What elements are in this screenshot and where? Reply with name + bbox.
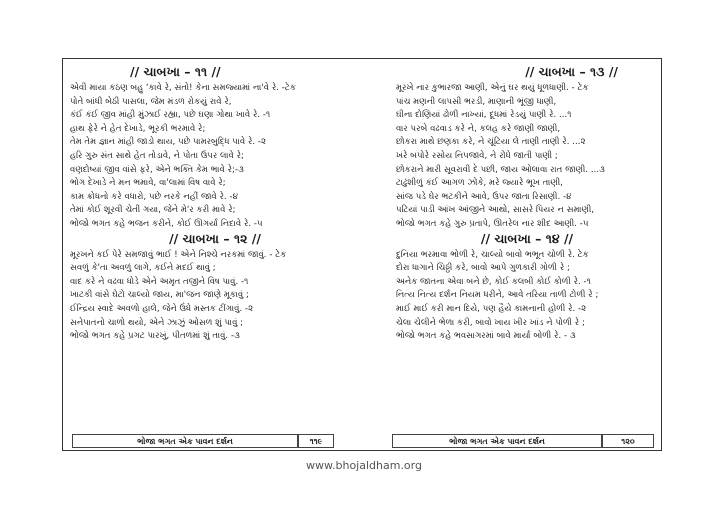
poem-line: ભોજો ભગત કહે ભજન કરીને, કોઈ ઊગર્યા નિદાવે રે. -૫	[70, 217, 263, 228]
poem-line: તેમાં કોઈ શૂરવી ચેતી ગયા, જેને મે'ર કરી માવે રે;	[70, 204, 236, 215]
poem-line: કંઈ કંઈ જીવ માંહી મુંઝાઈ રહ્યા, પછે ઘણા ગોથા ખાવે રે. -૧	[70, 109, 271, 120]
poem-line: ઘીના દોણિયાં ઢોળી નાખ્યાં, દૂધમાં રેડયું પાણી રે. ...૧	[396, 109, 572, 120]
poem-line: દુનિયા ભરમાવા ભોળી રે, ચાલ્યો બાવો ભભૂત ચોળી રે. ટેક	[396, 248, 589, 259]
poem-line: ખરે બપોરે રસોય નિપજાવે, ને રોંધે જાતી પાણી ;	[396, 149, 558, 160]
heading-chabkha-13: // ચાબખા – ૧૩ //	[525, 64, 618, 79]
poem-line: મૂરખને કઈ પેરે સમજાવું ભાઈ ! એને નિશ્ચે નરકમાં જાવું. - ટેક	[70, 248, 287, 259]
right-page-number: ૧૨૦	[602, 434, 654, 448]
poem-line: ટાઢુંશીળું કંઈ આગળ ઝોંકે, મરે જ્યારે ભૂખ તાણી,	[396, 177, 563, 188]
heading-chabkha-12: // ચાબખા – ૧૨ //	[169, 230, 261, 246]
poem-line: સાંજ પડે ઘેર ભટકીને આવે, ઉપર જાતા રિસાણી. -૪	[396, 190, 572, 201]
poem-line: ભોજો ભગત કહે ભવસાગરમાં બાવે માર્યા બોળી રે. - ૩	[396, 330, 576, 341]
poem-line: ભોજો ભગત કહે ગુરુ પ્રતાપે, ઊતરેલ નાર શીદ આણી. -૫	[396, 217, 589, 228]
poem-line: ચેલા ચેલીને ભેળા કરી, બાવો ખાય ખીર ખાંડ ને પોળી રે ;	[396, 316, 585, 327]
right-column	[396, 64, 658, 343]
heading-chabkha-14: // ચાબખા – ૧૪ //	[480, 230, 574, 246]
poem-line: વાદ કરે ને વઢવા ધોડે એને અમૃત તજીને વિષ પાવું. -૧	[70, 275, 249, 286]
poem-line: પાંચ મણની લાપસી ભરડી, માણાની ભૂંજી ધાણી,	[396, 95, 557, 106]
poem-line: અનેક જાતના એવા બને છે, કોઈ કલબી કોઈ કોળી રે. -૧	[396, 275, 591, 286]
poem-chabkha-12	[70, 248, 360, 343]
poem-line: મૂરખે નાર કુભારજા આણી, એનું ઘર થયું ધૂળધાણી. - ટેક	[396, 82, 589, 92]
website-url[interactable]: www.bhojaldham.org	[306, 459, 422, 472]
poem-line: સનેપાતનો ચાળો થયો, એને ઝાઝું ઓસળ શું પાવું ;	[70, 316, 244, 327]
heading-chabkha-11: // ચાબખા – ૧૧ //	[130, 64, 221, 79]
left-page-number: ૧૧૯	[298, 434, 334, 448]
poem-line: વાર પરબે વઢવાડ કરે ને, કલહ કરે જાણી જાણી,	[396, 122, 561, 133]
poem-line: ભોગ દેખાડે ને મન ભમાવે, વા'લામાં વિષ વાવે રે;	[70, 177, 226, 188]
poem-line: એવી માયા કઠણ બહુ 'કાવે રે, સંતો! કેના સમજ્યામાં ના'વે રે. -ટેક	[70, 82, 296, 92]
poem-line: કામ ક્રોધનો કરે વધારો, પછે નરકે નહીં જાવે રે. -૪	[70, 190, 238, 201]
poem-chabkha-11	[70, 81, 360, 231]
poem-line: નિત્ય નિત્ય દર્શન નિયમ ધરીને, આવે તરિયા તાળી ટોળી રે ;	[396, 289, 599, 300]
poem-line: છોકરાને મારી સૂવરાવી દે પછી, જાય ઓલાવા રાત જાણી. ...૩	[396, 163, 605, 174]
poem-chabkha-14	[396, 248, 658, 343]
poem-line: ભોજો ભગત કહે પ્રગટ પારખું, પીતળમાં શું તાવું. -૩	[70, 330, 240, 341]
poem-line: પટિયાં પાડી આંખ આંજીને આથો, સાસરે પિયર ન સમાણી,	[396, 204, 595, 215]
poem-line: ખાટકી વાંસે ઘેટો ચાલ્યો જાય, મા'જન જાણે મૂકાવું ;	[70, 289, 249, 300]
poem-line: હાથ ફેરે ને હેત દેખાડે, ભૂરકી ભરમાવે રે;	[70, 122, 206, 133]
poem-line: માઈ માઈ કરી માન દિયે, પણ હૈયે કામનાની હોળી રે. -૨	[396, 302, 587, 313]
poem-line: છોકરા માથે છણકા કરે, ને ચૂંટિયા લે તાણી તાણી રે. ...૨	[396, 136, 586, 147]
poem-line: પોતે બાંધી બેઠી પાસલા, જેમ મંડળ રોકયું રાવે રે,	[70, 95, 232, 106]
poem-line: તેમ તેમ જ્ઞાન માંહી જાડો થાય, પછે પામરબુદ્ધિ પાવે રે. -૨	[70, 136, 267, 147]
poem-line: વણદોષ્યાં જીવ વાંસે ફરે, એને ભક્તિ કેમ ભાવે રે;-૩	[70, 163, 244, 174]
left-footer-title: ભોજા ભગત એક પાવન દર્શન	[72, 434, 298, 448]
right-footer-title: ભોજા ભગત એક પાવન દર્શન	[392, 434, 602, 448]
poem-line: સવળું કે'તા અવળું લાગે, કઈને મદઈ થાવું ;	[70, 262, 216, 273]
left-column	[70, 64, 360, 343]
poem-line: દોરા ધાગાને ચિઠ્ઠી કરે, બાવો આપે ગુળકારી ગોળી રે ;	[396, 262, 570, 273]
poem-chabkha-13	[396, 81, 658, 231]
poem-line: હરિ ગુરુ સંત સાથે હેત તોડાવે, ને પોતા ઉપર લાવે રે;	[70, 149, 244, 160]
poem-line: ઈન્દ્રિય સ્વાદે અવળો હાલે, જેને ઉંધે મસ્તક ટીંગાવું. -૨	[70, 302, 254, 313]
